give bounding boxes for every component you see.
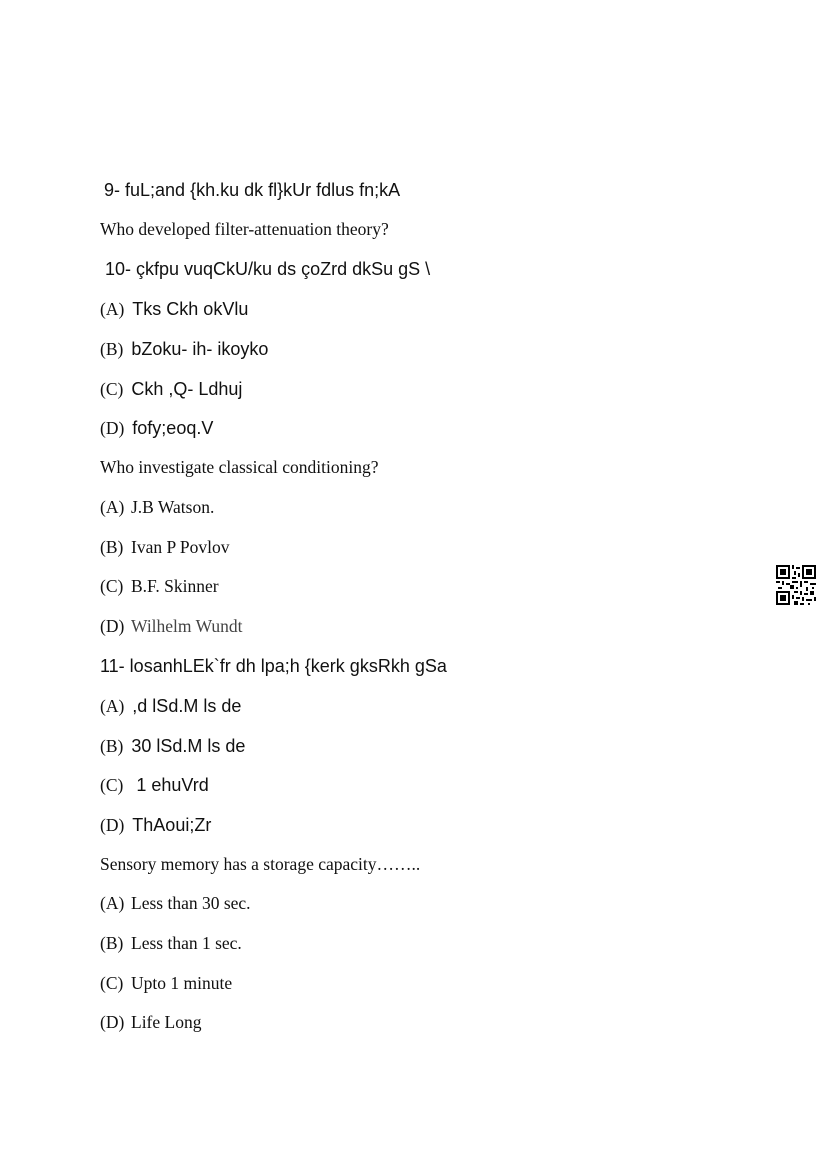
q10-hindi-option-c	[100, 380, 242, 399]
option-label: (B)	[100, 339, 124, 359]
q10-english-option-b-text: Ivan P Povlov	[131, 537, 230, 557]
q10-hindi-option-d	[100, 419, 213, 438]
option-text: Tks Ckh okVlu	[132, 299, 249, 319]
option-text: fofy;eoq.V	[132, 418, 214, 438]
option-label: (D)	[100, 815, 125, 835]
option-text: 1 ehuVrd	[136, 775, 209, 795]
q11-english-option-d: (D)	[100, 1012, 125, 1032]
option-text: ThAoui;Zr	[132, 815, 212, 835]
option-text: Ckh ,Q- Ldhuj	[131, 379, 243, 399]
q11-english-text: Sensory memory has a storage capacity……..	[100, 854, 421, 874]
q10-english-option-a-text: J.B Watson.	[131, 497, 215, 517]
option-text: bZoku- ih- ikoyko	[131, 339, 269, 359]
q10-english-option-c-text: B.F. Skinner	[131, 576, 219, 596]
option-label: (A)	[100, 299, 125, 319]
option-text: ,d lSd.M ls de	[132, 696, 242, 716]
option-label: (C)	[100, 379, 124, 399]
option-label: (A)	[100, 696, 125, 716]
q9-english-text: Who developed filter-attenuation theory?	[100, 219, 389, 239]
q11-hindi-text: 11- losanhLEk`fr dh lpa;h {kerk gksRkh gSa	[100, 656, 447, 676]
option-label: (C)	[100, 775, 124, 795]
q11-english-option-a: (A)	[100, 893, 125, 913]
q11-english-option-c-text: Upto 1 minute	[131, 973, 233, 993]
q11-hindi-option-c	[100, 776, 209, 795]
qr-code-icon	[776, 565, 816, 605]
q11-english-option-b-text: Less than 1 sec.	[131, 933, 242, 953]
option-label: (D)	[100, 418, 125, 438]
q10-english-option-a: (A)	[100, 497, 125, 517]
q10-english-text: Who investigate classical conditioning?	[100, 457, 379, 477]
option-text: 30 lSd.M ls de	[131, 736, 246, 756]
q10-hindi-text: 10- çkfpu vuqCkU/ku ds çoZrd dkSu gS \	[105, 259, 431, 279]
q10-english-option-b: (B)	[100, 537, 124, 557]
q11-hindi-option-d	[100, 816, 211, 835]
q10-hindi-option-a	[100, 300, 248, 319]
q11-english-option-a-text: Less than 30 sec.	[131, 893, 251, 913]
q11-hindi-option-a	[100, 697, 241, 716]
q9-hindi-text: 9- fuL;and {kh.ku dk fl}kUr fdlus fn;kA	[104, 180, 401, 200]
option-label: (B)	[100, 736, 124, 756]
q11-hindi-option-b	[100, 737, 245, 756]
q11-english-option-c: (C)	[100, 973, 124, 993]
q10-english-option-d: (D)	[100, 616, 125, 636]
q10-english-option-c: (C)	[100, 576, 124, 596]
q11-english-option-b: (B)	[100, 933, 124, 953]
q10-hindi-option-b	[100, 340, 268, 359]
q10-english-option-d-text: Wilhelm Wundt	[131, 616, 243, 636]
q11-english-option-d-text: Life Long	[131, 1012, 202, 1032]
